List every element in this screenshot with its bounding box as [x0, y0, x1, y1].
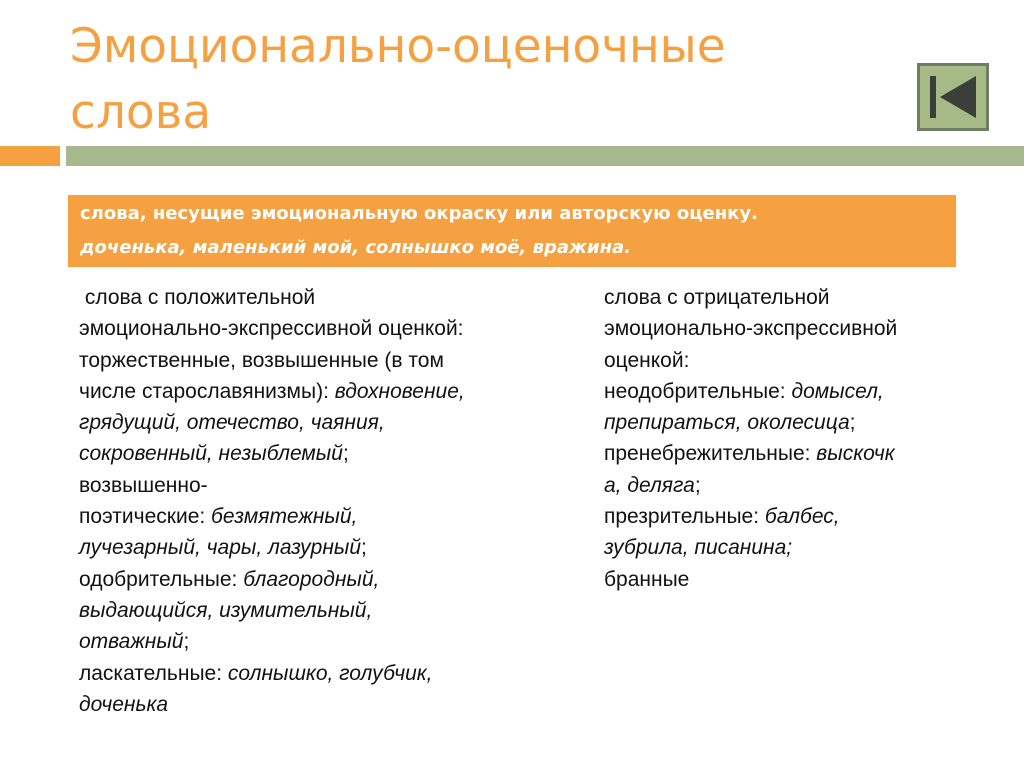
title-line-1: Эмоционально-оценочные — [70, 19, 726, 74]
poetic-end: ; — [361, 536, 367, 560]
dismissive-line-1 — [604, 438, 984, 469]
positive-heading — [79, 282, 569, 313]
solemn-line-4 — [79, 438, 569, 469]
back-button[interactable] — [917, 63, 989, 131]
negative-heading-line-1: слова с отрицательной — [604, 286, 830, 309]
disapproving-line-1 — [604, 376, 984, 407]
solemn-label-line-1: торжественные, возвышенные (в том — [79, 348, 444, 372]
poetic-label-line-2: поэтические: — [79, 505, 212, 529]
solemn-end: ; — [342, 442, 349, 466]
contemptuous-example-2: зубрила, писанина; — [604, 536, 793, 560]
dismissive-line-2 — [604, 470, 984, 501]
positive-heading-line-1: слова с положительной — [79, 286, 316, 309]
solemn-example-2: грядущий, отечество, чаяния, — [79, 411, 385, 435]
contemptuous-label: презрительные: — [604, 505, 765, 529]
disapproving-label: неодобрительные: — [604, 379, 792, 403]
positive-column — [79, 282, 569, 720]
approving-example-1: благородный, — [243, 567, 380, 591]
affectionate-line-1 — [79, 658, 569, 689]
approving-example-3: отважный — [79, 630, 184, 654]
dismissive-example-1: выскочк — [816, 442, 895, 466]
page-title — [70, 14, 900, 146]
skip-back-icon — [920, 66, 986, 128]
header-rule — [66, 146, 1024, 166]
dismissive-example-2: а, деляга — [604, 473, 695, 497]
definition-text: слова, несущие эмоциональную окраску или авторскую оценку. — [80, 203, 758, 224]
solemn-example-1: вдохновение, — [334, 379, 465, 403]
poetic-example-2: лучезарный, чары, лазурный — [79, 536, 362, 560]
negative-column — [604, 282, 984, 595]
poetic-line-2 — [79, 501, 569, 532]
abusive-label: бранные — [604, 567, 690, 591]
disapproving-example-2: препираться, околесица — [604, 411, 850, 435]
approving-end: ; — [183, 630, 190, 654]
poetic-example-1: безмятежный, — [211, 505, 358, 529]
affectionate-example-1: солнышко, голубчик, — [227, 661, 433, 685]
approving-line-1 — [79, 564, 569, 595]
poetic-label-line-1: возвышенно- — [79, 473, 208, 497]
affectionate-label: ласкательные: — [79, 661, 228, 685]
negative-heading-line-2: эмоционально-экспрессивной — [604, 317, 898, 341]
definition-box — [68, 195, 956, 267]
affectionate-example-2: доченька — [79, 692, 169, 716]
contemptuous-example-1: балбес, — [764, 505, 840, 529]
solemn-line-2 — [79, 376, 569, 407]
disapproving-example-1: домысел, — [791, 379, 884, 403]
solemn-example-3: сокровенный, незыблемый — [79, 442, 343, 466]
contemptuous-line-1 — [604, 501, 984, 532]
title-line-2: слова — [70, 85, 212, 140]
disapproving-line-2 — [604, 407, 984, 438]
disapproving-end: ; — [849, 411, 856, 435]
positive-heading-2 — [79, 313, 569, 344]
poetic-line-3 — [79, 532, 569, 563]
approving-line-3 — [79, 626, 569, 657]
dismissive-label: пренебрежительные: — [604, 442, 817, 466]
approving-example-2: выдающийся, изумительный, — [79, 598, 373, 622]
solemn-label-line-2: числе старославянизмы): — [79, 379, 335, 403]
positive-heading-line-2: эмоционально-экспрессивной оценкой: — [79, 317, 464, 341]
dismissive-end: ; — [694, 473, 701, 497]
negative-heading-line-3: оценкой: — [604, 348, 690, 372]
definition-examples: доченька, маленький мой, солнышко моё, вражина. — [80, 237, 631, 258]
approving-label: одобрительные: — [79, 567, 244, 591]
header-rule-accent — [0, 146, 60, 166]
